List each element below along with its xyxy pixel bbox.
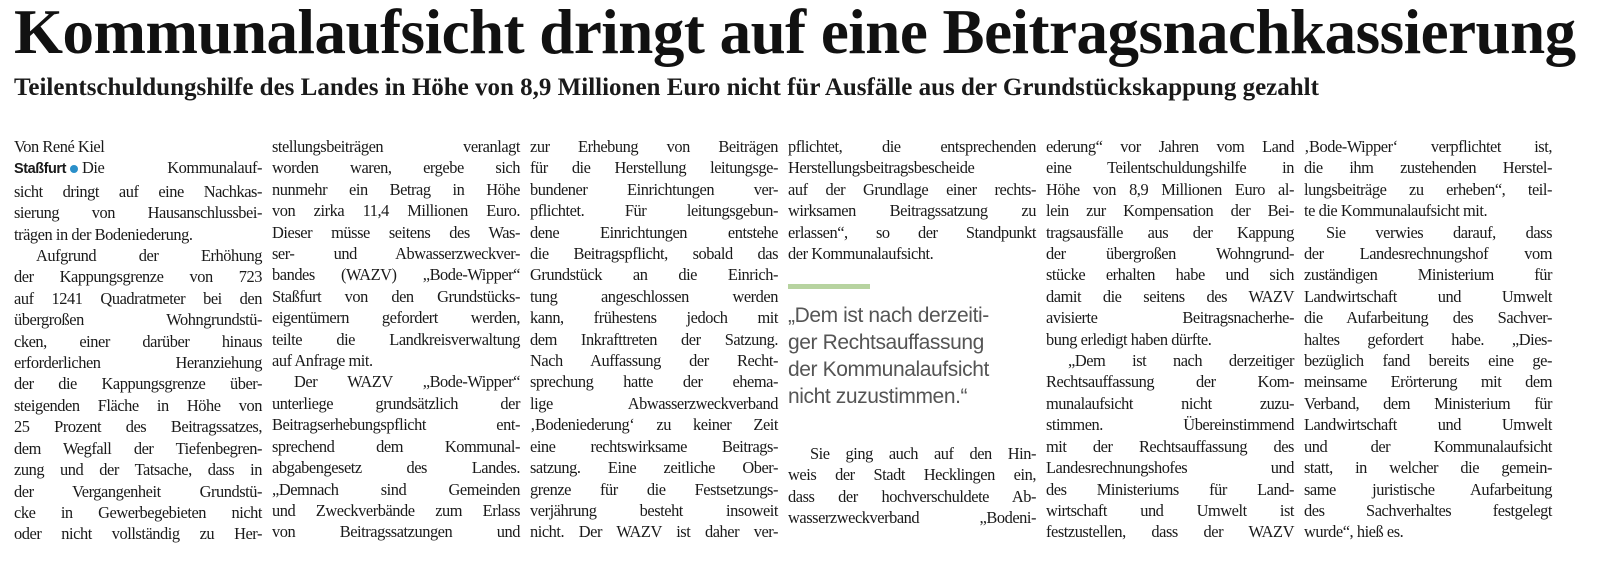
- article-column-4: [788, 136, 1036, 264]
- column-line: erlassen“, so der Standpunkt: [788, 222, 1036, 242]
- headline: Kommunalaufsicht dringt auf eine Beitragsnachkassierung: [14, 0, 1576, 67]
- column-line: tung angeschlossen werden: [530, 286, 778, 306]
- column-line: von Beitragssatzungen und: [272, 522, 520, 542]
- column-line: mit der Rechtsauffassung des: [1046, 436, 1294, 456]
- column-line: sprechend dem Kommunal-: [272, 436, 520, 456]
- column-line: te die Kommunalaufsicht mit.: [1304, 201, 1488, 221]
- column-line: satzung. Eine zeitliche Ober-: [530, 458, 778, 478]
- column-line: Sie ging auch auf den Hin-: [810, 444, 1036, 463]
- pullquote-line: „Dem ist nach derzeiti-: [788, 304, 989, 327]
- column-line: [14, 157, 262, 180]
- column-line: Dieser müsse seitens des Was-: [272, 222, 520, 242]
- column-line: verjährung besteht insoweit: [530, 500, 778, 520]
- column-line: Nach Auffassung der Recht-: [530, 351, 778, 371]
- column-line: wirksamen Beitragssatzung zu: [788, 201, 1036, 221]
- column-line: worden waren, ergebe sich: [272, 158, 520, 178]
- column-line: stücke erhalten habe und sich: [1046, 265, 1294, 285]
- column-line: von zirka 11,4 Millionen Euro.: [272, 201, 520, 221]
- column-line: sprechung hatte der ehema-: [530, 372, 778, 392]
- column-line-text: Die Kommunalauf-: [81, 158, 262, 178]
- column-line: meinsame Erörterung mit dem: [1304, 372, 1552, 392]
- article-column-5: [1046, 136, 1294, 543]
- column-line: Höhe von 8,9 Millionen Euro al-: [1046, 179, 1294, 199]
- column-line: und Zweckverbände zum Erlass: [272, 500, 520, 520]
- column-line: zur Erhebung von Beiträgen: [530, 137, 778, 156]
- column-line: wirtschaft und Umwelt ist: [1046, 500, 1294, 520]
- column-line: die Aufarbeitung des Sachver-: [1304, 308, 1552, 328]
- column-line: des Ministeriums für Land-: [1046, 479, 1294, 499]
- column-line: auf 1241 Quadratmeter bei den: [14, 288, 262, 308]
- column-line: same juristische Aufarbeitung: [1304, 479, 1552, 499]
- column-line: dem Inkrafttreten der Satzung.: [530, 329, 778, 349]
- pullquote: [788, 302, 1028, 410]
- column-line: abgabengesetz des Landes.: [272, 458, 520, 478]
- column-line: nicht. Der WAZV ist daher ver-: [530, 522, 778, 542]
- column-line: Landwirtschaft und Umwelt: [1304, 415, 1552, 435]
- column-line: bezüglich fand bereits eine ge-: [1304, 351, 1552, 371]
- column-line: eigentümern gefordert werden,: [272, 308, 520, 328]
- column-line: sicht dringt auf eine Nachkas-: [14, 181, 262, 201]
- column-line: bung erledigt haben dürfte.: [1046, 329, 1212, 349]
- column-line: übergroßen Wohngrundstü-: [14, 310, 262, 330]
- column-line: und der Kommunalaufsicht: [1304, 436, 1552, 456]
- column-line: lungsbeiträge zu erheben“, teil-: [1304, 179, 1552, 199]
- column-line: der die Kappungsgrenze über-: [14, 374, 262, 394]
- column-line: steigenden Fläche in Höhe von: [14, 395, 262, 415]
- column-line: Grundstück an die Einrich-: [530, 265, 778, 285]
- column-line: „Demnach sind Gemeinden: [272, 479, 520, 499]
- column-line: cke in Gewerbegebieten nicht: [14, 502, 262, 522]
- dateline: Staßfurt: [14, 161, 66, 178]
- column-line: pflichtet, die entsprechenden: [788, 137, 1036, 156]
- column-line: auf Anfrage mit.: [272, 351, 373, 371]
- column-line: ser- und Abwasserzweckver-: [272, 244, 520, 264]
- column-line: bandes (WAZV) „Bode-Wipper“: [272, 265, 520, 285]
- column-line: avisierte Beitragsnacherhe-: [1046, 308, 1294, 328]
- column-line: wurde“, hieß es.: [1304, 522, 1404, 542]
- column-line: der Vergangenheit Grundstü-: [14, 481, 262, 501]
- column-line: oder nicht vollständig zu Her-: [14, 524, 262, 544]
- column-line: zuständigen Ministerium für: [1304, 265, 1552, 285]
- article-column-6: [1304, 136, 1552, 543]
- column-line: damit die seitens des WAZV: [1046, 286, 1294, 306]
- column-line: stimmen. Übereinstimmend: [1046, 415, 1294, 435]
- column-line: statt, in welcher die gemein-: [1304, 458, 1552, 478]
- column-line: sierung von Hausanschlussbei-: [14, 203, 262, 223]
- dateline-dot-icon: [70, 165, 78, 173]
- column-line: weis der Stadt Hecklingen ein,: [788, 465, 1036, 485]
- column-line: dem Wegfall der Tiefenbegren-: [14, 438, 262, 458]
- subheadline: Teilentschuldungshilfe des Landes in Höhe von 8,9 Millionen Euro nicht für Ausfälle aus der Grundstückskappung gezahlt: [14, 74, 1319, 101]
- column-line: eine Teilentschuldungshilfe in: [1046, 158, 1294, 178]
- column-line: 25 Prozent des Beitragssatzes,: [14, 417, 262, 437]
- column-line: „Dem ist nach derzeitiger: [1068, 351, 1294, 371]
- column-line: cken, einer darüber hinaus: [14, 331, 262, 351]
- column-line: die ihm zustehenden Herstel-: [1304, 158, 1552, 178]
- pullquote-line: ger Rechtsauffassung: [788, 331, 984, 354]
- column-line: erforderlichen Heranziehung: [14, 353, 262, 373]
- column-line: haltes gefordert habe. „Dies-: [1304, 329, 1552, 349]
- column-line: Beitragserhebungspflicht ent-: [272, 415, 520, 435]
- column-line: Landesrechnungshofes und: [1046, 458, 1294, 478]
- column-line: auf der Grundlage einer rechts-: [788, 179, 1036, 199]
- column-line: die Beitragspflicht, sobald das: [530, 244, 778, 264]
- column-line: nunmehr ein Betrag in Höhe: [272, 179, 520, 199]
- column-line: Verband, dem Ministerium für: [1304, 393, 1552, 413]
- column-line: lige Abwasserzweckverband: [530, 393, 778, 413]
- column-line: trägen in der Bodeniederung.: [14, 224, 193, 244]
- column-line: munalaufsicht nicht zuzu-: [1046, 393, 1294, 413]
- column-line: für die Herstellung leitungsge-: [530, 158, 778, 178]
- column-line: ederung“ vor Jahren vom Land: [1046, 137, 1294, 156]
- column-line: des Sachverhaltes festgelegt: [1304, 500, 1552, 520]
- article-column-3: [530, 136, 778, 543]
- column-line: zung und der Tatsache, dass in: [14, 460, 262, 480]
- column-line: Herstellungsbeitragsbescheide: [788, 158, 975, 178]
- column-line: lein zur Kompensation der Bei-: [1046, 201, 1294, 221]
- column-line: Der WAZV „Bode-Wipper“: [294, 372, 520, 392]
- column-line: eine rechtswirksame Beitrags-: [530, 436, 778, 456]
- column-line: der Kommunalaufsicht.: [788, 244, 934, 264]
- column-line: der übergroßen Wohngrund-: [1046, 244, 1294, 264]
- column-line: dene Einrichtungen entstehe: [530, 222, 778, 242]
- column-line: grenze für die Festsetzungs-: [530, 479, 778, 499]
- column-line: der Kappungsgrenze von 723: [14, 267, 262, 287]
- pullquote-line: nicht zuzustimmen.“: [788, 385, 968, 408]
- column-line: kann, frühestens jedoch mit: [530, 308, 778, 328]
- column-line: wasserzweckverband „Bodeni-: [788, 508, 1036, 528]
- column-line: Sie verwies darauf, dass: [1326, 222, 1552, 242]
- column-line: ‚Bode-Wipper‘ verpflichtet ist,: [1304, 137, 1552, 156]
- byline: Von René Kiel: [14, 137, 105, 156]
- pullquote-accent-bar: [788, 284, 870, 289]
- column-line: dass der hochverschuldete Ab-: [788, 486, 1036, 506]
- column-line: bundener Einrichtungen ver-: [530, 179, 778, 199]
- pullquote-line: der Kommunalaufsicht: [788, 358, 989, 381]
- column-line: Rechtsauffassung der Kom-: [1046, 372, 1294, 392]
- column-line: Staßfurt von den Grundstücks-: [272, 286, 520, 306]
- column-line: stellungsbeiträgen veranlagt: [272, 137, 520, 156]
- article-column-2: [272, 136, 520, 543]
- column-line: ‚Bodeniederung‘ zu keiner Zeit: [530, 415, 778, 435]
- article-column-4-continued: [788, 443, 1036, 529]
- column-line: festzustellen, dass der WAZV: [1046, 522, 1294, 542]
- column-line: der Landesrechnungshof vom: [1304, 244, 1552, 264]
- column-line: pflichtet. Für leitungsgebun-: [530, 201, 778, 221]
- column-line: tragsausfälle aus der Kappung: [1046, 222, 1294, 242]
- column-line: teilte die Landkreisverwaltung: [272, 329, 520, 349]
- column-line: Landwirtschaft und Umwelt: [1304, 286, 1552, 306]
- article-column-1: [14, 136, 262, 545]
- column-line: Aufgrund der Erhöhung: [36, 246, 262, 266]
- column-line: unterliege grundsätzlich der: [272, 393, 520, 413]
